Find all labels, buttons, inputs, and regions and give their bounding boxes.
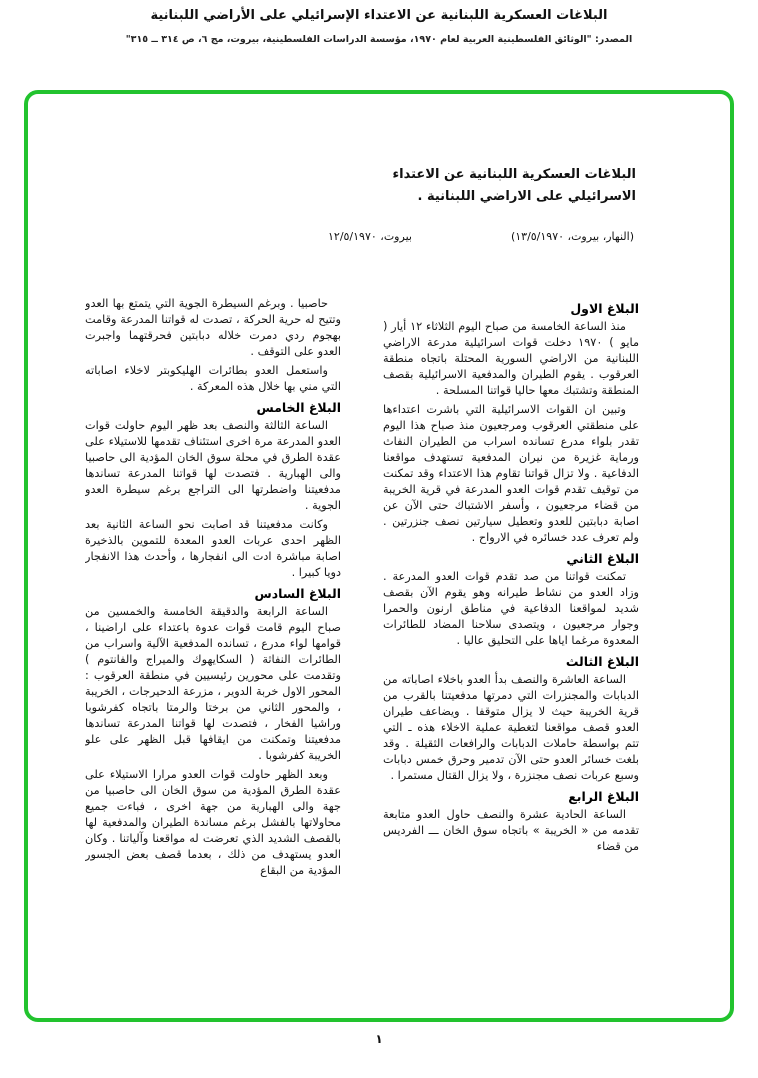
page-number: ١ bbox=[375, 1032, 383, 1046]
page-header-title: البلاغات العسكرية اللبنانية عن الاعتداء الإسرائيلي على الأراضي اللبنانية bbox=[150, 8, 608, 23]
communique-heading: البلاغ الخامس bbox=[256, 400, 341, 415]
dateline-place: بيروت، ١٢/٥/١٩٧٠ bbox=[328, 230, 412, 243]
communique-paragraph: الساعة الثالثة والنصف بعد ظهر اليوم حاولت قوات العدو المدرعة مرة اخرى استئناف تقدمها للاستيلاء على عقدة الطرق في محلة سوق الخان المؤدية الى حاصبيا والى الهبارية . فتصدت لها قواتنا المدرعة تساندها مدفعيتنا واضطرتها الى التراجع برغم سيطرة العدو الجوية . bbox=[85, 419, 341, 512]
communique-paragraph: تمكنت قواتنا من صد تقدم قوات العدو المدرعة . وزاد العدو من نشاط طيرانه وهو يقوم الآن بقصف شديد لمواقعنا الدفاعية في مناطق ارنون والحمرا وجوار مرجعيون ، ويتصدى سلاحنا المضاد للطائرات المعدوة مرغما اياها على التحليق عاليا . bbox=[383, 570, 639, 647]
communique-heading: البلاغ السادس bbox=[254, 586, 341, 601]
communique-paragraph: حاصبيا . وبرغم السيطرة الجوية التي يتمتع بها العدو وتتيح له حرية الحركة ، تصدت له قواتنا المدرعة وقامت بهجوم ردي دمرت خلاله دبابتين فحرقتهما واجبرت العدو على التوقف . bbox=[85, 297, 341, 358]
communique-heading: البلاغ الاول bbox=[570, 301, 639, 316]
communique-paragraph: وبعد الظهر حاولت قوات العدو مرارا الاستيلاء على عقدة الطرق المؤدية من سوق الخان الى حاصبيا من جهة والى الهبارية من جهة اخرى ، فباءت جميع محاولاتها بالفشل برغم مساندة الطيران والمدفعية لها بالقصف الشديد الذي تعرضت له مواقعنا وآلياتنا . وكان العدو يستهدف من ذلك ، بعدما قصف بعض الجسور المؤدية من البقاع bbox=[85, 768, 341, 877]
communique-heading: البلاغ الثالث bbox=[565, 654, 639, 669]
text-column-right bbox=[383, 296, 639, 958]
communique-heading: البلاغ الثاني bbox=[566, 551, 639, 566]
dateline-source: (النهار، بيروت، ١٣/٥/١٩٧٠) bbox=[510, 230, 634, 243]
scanned-document-region bbox=[28, 94, 730, 1018]
communique-paragraph: الساعة الحادية عشرة والنصف حاول العدو متابعة تقدمه من « الخريبة » باتجاه سوق الخان ـــ الفرديس من قضاء bbox=[383, 808, 639, 853]
document-title: البلاغات العسكرية اللبنانية عن الاعتداء الاسرائيلي على الاراضي اللبنانية . bbox=[392, 167, 636, 204]
page-header-source: المصدر: "الوثائق الفلسطينية العربية لعام ١٩٧٠، مؤسسة الدراسات الفلسطينية، بيروت، مج ٦، ص ٣١٤ ــ ٣١٥" bbox=[125, 34, 633, 45]
communique-paragraph: واستعمل العدو بطائرات الهليكوبتر لاخلاء اصاباته التي مني بها خلال هذه المعركة . bbox=[85, 364, 341, 393]
communique-paragraph: منذ الساعة الخامسة من صباح اليوم الثلاثاء ١٢ أيار ( مايو ) ١٩٧٠ دخلت قوات اسرائيلية مدرعة الاراضي اللبنانية من الاراضي السورية المحتلة باتجاه منطقة العرقوب . يقوم الطيران والمدفعية الاسرائيلية بقصف المنطقة وتشتبك معها حاليا قواتنا المسلحة . bbox=[383, 320, 639, 397]
dateline bbox=[328, 230, 634, 243]
text-column-left bbox=[85, 296, 341, 958]
selection-frame bbox=[24, 90, 734, 1022]
communique-paragraph: وكانت مدفعيتنا قد اصابت نحو الساعة الثانية بعد الظهر احدى عربات العدو المعدة للتموين بالذخيرة اصابة مباشرة ادت الى انفجارها ، وأحدث هذا الانفجار دويا كبيرا . bbox=[85, 518, 341, 579]
communique-heading: البلاغ الرابع bbox=[568, 789, 639, 804]
communique-paragraph: الساعة العاشرة والنصف بدأ العدو باخلاء اصاباته من الدبابات والمجنزرات التي دمرتها مدفعيتنا بالقرب من قرية الخريبة حيث لا يزال متوقفا . ويضاعف طيران العدو قصف مواقعنا لتغطية عملية الاخلاء هذه ـ التي تتم بواسطة حاملات الدبابات والرافعات الثقيلة . وقد بلغت خسائر العدو حتى الآن تدمير وحرق خمس دبابات وسبع عربات نصف مجنزرة ، ولا يزال القتال مستمرا . bbox=[383, 673, 639, 782]
communique-paragraph: وتبين ان القوات الاسرائيلية التي باشرت اعتداءها على منطقتي العرقوب ومرجعيون منذ صباح هذا اليوم تقدر بلواء مدرع تسانده اسراب من الطيران النفاث ورماية غزيرة من نيران المدفعية تستهدف مواقعنا الدفاعية . ولا تزال قواتنا تقاوم هذا الاعتداء وقد تمكنت من توقيف تقدم قوات العدو المدرعة في قرية الخريبة من قضاء مرجعيون ، وأسفر الاشتباك حتى الآن عن اصابة دبابتين للعدو وتعطيل سيارتين نصف جنزرتين . ولم تعرف عدد خسائره في الارواح . bbox=[383, 403, 639, 544]
communique-paragraph: الساعة الرابعة والدقيقة الخامسة والخمسين من صباح اليوم قامت قوات عدوة باعتداء على اراضينا ، قوامها لواء مدرع ، تسانده المدفعية الآلية واسراب من الطائرات النفاثة ( السكايهوك والميراج والفانتوم ) وتقدمت على محورين رئيسيين في منطقة العرقوب : المحور الاول خربة الدوير ، مزرعة الدحيرجات ، الخريبة ، والمحور الثاني من برختا والرمتا باتجاه كفرشوبا وراشيا الفخار ، فتصدت لها قواتنا المدرعة تساندها مدفعيتنا وتمكنت من ايقافها قبل الظهر على علو الخريبة كفرشوبا . bbox=[85, 605, 341, 762]
